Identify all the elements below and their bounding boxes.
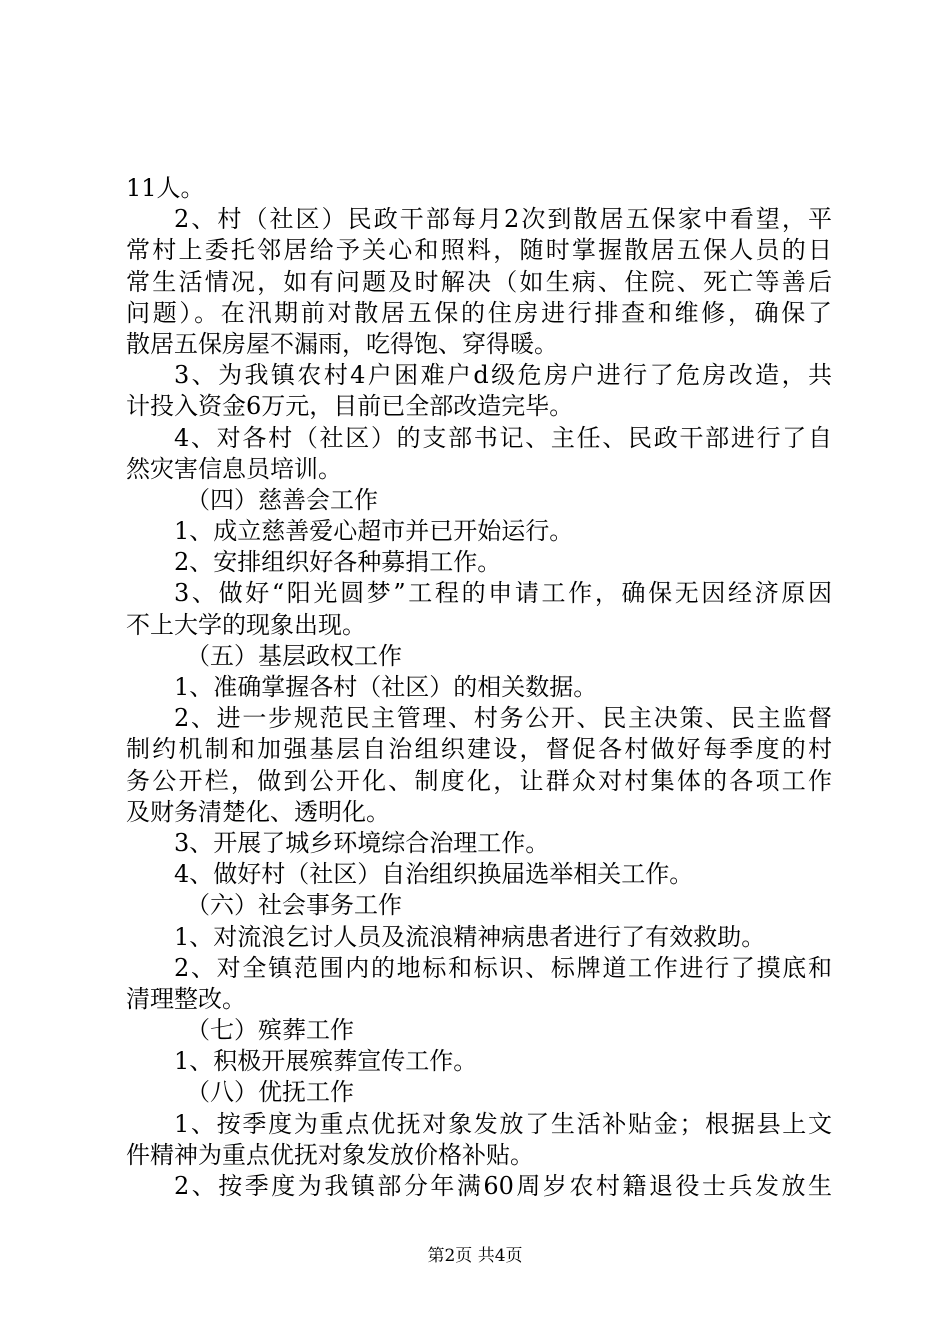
paragraph-line: 3、开展了城乡环境综合治理工作。 (174, 828, 550, 857)
paragraph-line: 清理整改。 (126, 984, 246, 1013)
paragraph-line: 1、积极开展殡葬宣传工作。 (174, 1047, 478, 1076)
paragraph-line: 4、对各村（社区）的支部书记、主任、民政干部进行了自 (174, 423, 832, 452)
paragraph-line: 计投入资金6万元，目前已全部改造完毕。 (126, 392, 574, 421)
paragraph-line: 11人。 (126, 174, 205, 202)
paragraph-line: 及财务清楚化、透明化。 (126, 797, 390, 826)
paragraph-line: 散居五保房屋不漏雨，吃得饱、穿得暖。 (126, 329, 558, 358)
document-body (126, 173, 832, 1202)
paragraph-line: 2、安排组织好各种募捐工作。 (174, 548, 502, 577)
paragraph-line: 不上大学的现象出现。 (126, 610, 366, 639)
section-heading: （四）慈善会工作 (186, 485, 378, 514)
paragraph-line: 2、按季度为我镇部分年满60周岁农村籍退役士兵发放生 (174, 1172, 832, 1200)
section-heading: （八）优抚工作 (186, 1078, 354, 1107)
paragraph-line: 务公开栏，做到公开化、制度化，让群众对村集体的各项工作 (126, 766, 832, 795)
paragraph-line: 常生活情况，如有问题及时解决（如生病、住院、死亡等善后 (126, 267, 832, 296)
paragraph-line: 1、对流浪乞讨人员及流浪精神病患者进行了有效救助。 (174, 922, 766, 951)
paragraph-line: 制约机制和加强基层自治组织建设，督促各村做好每季度的村 (126, 735, 832, 764)
section-heading: （五）基层政权工作 (186, 641, 402, 670)
paragraph-line: 1、成立慈善爱心超市并已开始运行。 (174, 517, 574, 546)
paragraph-line: 2、对全镇范围内的地标和标识、标牌道工作进行了摸底和 (174, 953, 832, 982)
page-footer (0, 1246, 950, 1266)
paragraph-line: 1、准确掌握各村（社区）的相关数据。 (174, 673, 598, 701)
paragraph-line: 3、为我镇农村4户困难户d级危房户进行了危房改造，共 (174, 361, 832, 390)
paragraph-line: 然灾害信息员培训。 (126, 454, 342, 483)
paragraph-line: 2、进一步规范民主管理、村务公开、民主决策、民主监督 (174, 704, 832, 733)
paragraph-line: 2、村（社区）民政干部每月2次到散居五保家中看望，平 (174, 205, 832, 234)
section-heading: （六）社会事务工作 (186, 891, 402, 920)
paragraph-line: 1、按季度为重点优抚对象发放了生活补贴金；根据县上文 (174, 1109, 832, 1138)
page-number: 第2页 共4页 (427, 1246, 523, 1266)
paragraph-line: 件精神为重点优抚对象发放价格补贴。 (126, 1140, 534, 1169)
paragraph-line: 3、做好“阳光圆梦”工程的申请工作，确保无因经济原因 (174, 579, 832, 608)
paragraph-line: 4、做好村（社区）自治组织换届选举相关工作。 (174, 860, 694, 889)
paragraph-line: 问题）。在汛期前对散居五保的住房进行排查和维修，确保了 (126, 298, 832, 327)
paragraph-line: 常村上委托邻居给予关心和照料，随时掌握散居五保人员的日 (126, 236, 832, 265)
section-heading: （七）殡葬工作 (186, 1016, 354, 1045)
